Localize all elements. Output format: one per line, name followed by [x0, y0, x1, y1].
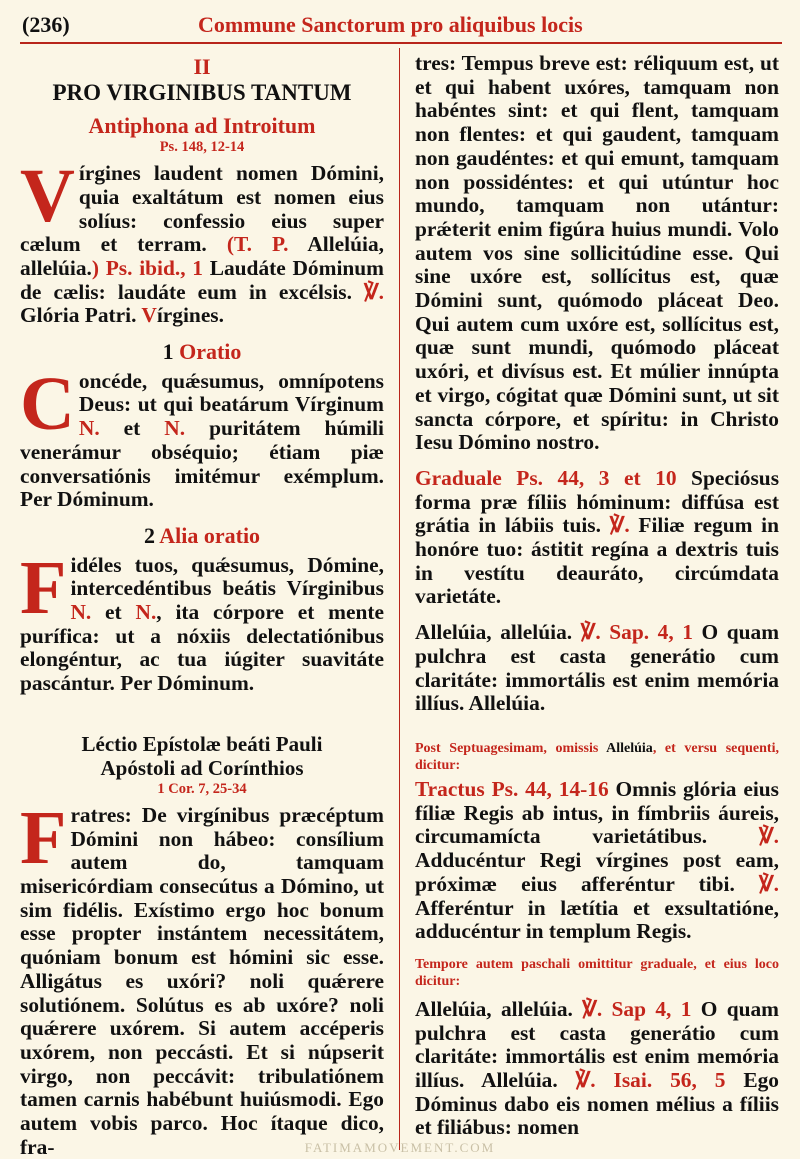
alia-oratio-heading: 2 Alia oratio [143, 522, 261, 548]
section-number: II [193, 54, 211, 79]
drop-cap: V [20, 154, 75, 239]
lectio-continuation: tres: Tempus breve est: réliquum est, ut et qui habent uxóres, tamquam non habéntes sint: et qui flent, tamquam non flentes: et qui gaudent, tamquam non gaudéntes: et qui emunt, tamquam non possidéntes: et qui utúntur hoc mundo, tamquam non utántur: prǽterit enim figúra huius mundi. Volo autem vos sine sollicitúdine esse. Qui sine uxóre est, sollícitus est, quæ Dómini sunt, quómodo pláceat Deo. Qui autem cum uxóre est, sollícitus est, quæ sunt mundi, quómodo pláceat uxóri, et divísus est. Et múlier innúpta et virgo, cógitat quæ Dómini sunt, ut sit sancta córpore, et spíritu: in Christo Iesu Dómino nostro. [415, 51, 779, 455]
versicle-symbol: ℣. [759, 871, 779, 896]
left-column [20, 52, 384, 1158]
oratio-text: Concéde, quǽsumus, omnípotens Deus: ut qui beatárum Vírginum N. et N. puritátem húmili venerámur obséquio; étiam piæ conversatiónis imitémur exémplum. Per Dóminum. [20, 361, 384, 512]
rubric-septuagesima: Post Septuagesimam, omissis Allelúia, et versu sequenti, dicitur: [415, 740, 779, 773]
lectio-text: Fratres: De virgínibus præcéptum Dómini non hábeo: consílium autem do, tamquam misericórdiam consecútus a Dómino, ut sim fidélis. Exístimo ergo hoc bonum esse propter instántem necessitátem, quóniam bonum est hómini sic esse. Alligátus es uxóri? noli quǽrere solutiónem. Solútus es ab uxóre? noli quǽrere uxórem. Si autem accéperis uxórem, non peccásti. Et si núpserit virgo, non peccávit: tribulatiónem tamen carnis habébunt huiúsmodi. Ego autem vobis parco. Hoc ítaque dico, fra- [20, 795, 384, 1159]
right-column [415, 52, 779, 1158]
versicle-symbol: ℣. [759, 824, 779, 849]
tractus: Tractus Ps. 44, 14-16 Omnis glória eius fíliæ Regis ab intus, in fímbriis áureis, circumamícta varietátibus. ℣. Adducéntur Regi vírgines post eam, próximæ eius afferéntur tibi. ℣. Afferéntur in lætítia et exsultatióne, adducéntur in templum Regis. [415, 776, 779, 944]
introit-heading: Antiphona ad Introitum [88, 113, 316, 139]
lectio-heading: Léctio Epístolæ beáti Pauli Apóstoli ad Corínthios [81, 731, 323, 780]
drop-cap: F [20, 795, 67, 880]
rubric-paschal: Tempore autem paschali omittitur graduale, et eius loco dicitur: [415, 956, 779, 989]
graduale: Graduale Ps. 44, 3 et 10 Speciósus forma præ fíliis hóminum: diffúsa est grátia in lábiis tuis. ℣. Filiæ regum in honóre tuo: ástitit regína a dextris tuis in vestítu deauráto, circúmdata varietáte. [415, 465, 780, 609]
running-title: Commune Sanctorum pro aliquibus locis [198, 12, 583, 37]
alleluia-verse: Allelúia, allelúia. ℣. Sap. 4, 1 O quam pulchra est casta generátio cum claritáte: immortális est enim memória illíus. Allelúia. [415, 620, 780, 716]
introit-reference: Ps. 148, 12-14 [159, 139, 245, 156]
drop-cap: C [20, 361, 75, 446]
versicle-symbol: ℣. [609, 513, 630, 538]
versicle-symbol: ℣. [364, 279, 384, 304]
column-divider [399, 48, 400, 1150]
lectio-reference: 1 Cor. 7, 25-34 [157, 780, 247, 797]
alia-oratio-text: Fidéles tuos, quǽsumus, Dómine, intercedéntibus beátis Vírginibus N. et N., ita córpore et mente purífica: ut a nóxiis delectatiónibus elongéntur, ac tua iúgiter suavitáte pascántur. Per Dóminum. [20, 545, 384, 696]
introit-text: Vírgines laudent nomen Dómini, quia exaltátum est nomen eius solíus: confessio eius super cælum et terram. (T. P. Allelúia, allelúia.) Ps. ibid., 1 Laudáte Dóminum de cælis: laudáte eum in excélsis. ℣. Glória Patri. Vírgines. [20, 154, 385, 328]
oratio-heading: 1 Oratio [162, 339, 242, 365]
drop-cap: F [20, 545, 67, 630]
page-number: (236) [22, 12, 70, 37]
watermark: FATIMAMOVEMENT.COM [304, 1140, 496, 1155]
page-header [20, 10, 782, 44]
paschal-alleluia: Allelúia, allelúia. ℣. Sap 4, 1 O quam pulchra est casta generátio cum claritáte: immortális est enim memória illíus. Allelúia. ℣. Isai. 56, 5 Ego Dóminus dabo eis nomen mélius a fíliis et filiábus: nomen [415, 996, 780, 1140]
section-title: PRO VIRGINIBUS TANTUM [52, 79, 352, 105]
